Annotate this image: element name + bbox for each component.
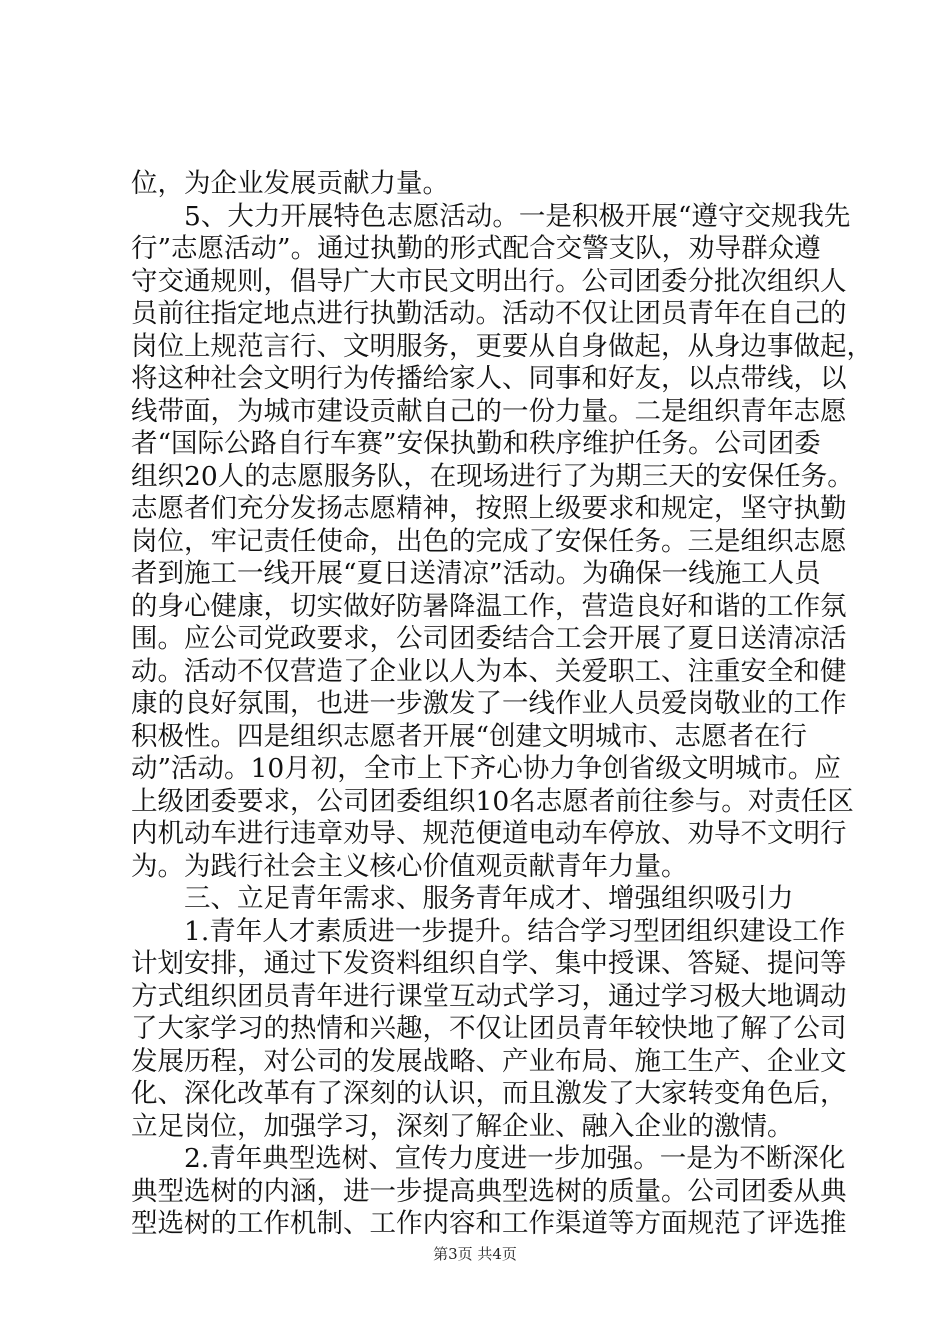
document-body xyxy=(131,168,873,1241)
text-line: 内机动车进行违章劝导、规范便道电动车停放、劝导不文明行 xyxy=(131,818,847,849)
text-line: 位，为企业发展贡献力量。 xyxy=(131,168,449,199)
text-line: 康的良好氛围，也进一步激发了一线作业人员爱岗敬业的工作 xyxy=(131,688,847,719)
text-line: 型选树的工作机制、工作内容和工作渠道等方面规范了评选推 xyxy=(131,1208,847,1239)
text-line: 计划安排，通过下发资料组织自学、集中授课、答疑、提问等 xyxy=(131,948,847,979)
text-line: 为。为践行社会主义核心价值观贡献青年力量。 xyxy=(131,850,688,882)
section-heading: 三、立足青年需求、服务青年成才、增强组织吸引力 xyxy=(184,883,794,914)
text-line: 上级团委要求，公司团委组织10名志愿者前往参与。对责任区 xyxy=(131,785,854,817)
text-line: 2.青年典型选树、宣传力度进一步加强。一是为不断深化 xyxy=(184,1143,846,1174)
text-line: 线带面，为城市建设贡献自己的一份力量。二是组织青年志愿 xyxy=(131,395,847,427)
text-line: 方式组织团员青年进行课堂互动式学习，通过学习极大地调动 xyxy=(131,980,847,1012)
text-line: 将这种社会文明行为传播给家人、同事和好友，以点带线，以 xyxy=(131,363,847,394)
text-line: 动。活动不仅营造了企业以人为本、关爱职工、注重安全和健 xyxy=(131,655,847,687)
text-line: 典型选树的内涵，进一步提高典型选树的质量。公司团委从典 xyxy=(131,1175,847,1207)
text-line: 了大家学习的热情和兴趣，不仅让团员青年较快地了解了公司 xyxy=(131,1013,847,1044)
text-line: 员前往指定地点进行执勤活动。活动不仅让团员青年在自己的 xyxy=(131,298,847,329)
text-line: 积极性。四是组织志愿者开展“创建文明城市、志愿者在行 xyxy=(131,720,808,752)
text-line: 动”活动。10月初，全市上下齐心协力争创省级文明城市。应 xyxy=(131,753,841,784)
text-line: 者到施工一线开展“夏日送清凉”活动。为确保一线施工人员 xyxy=(131,558,821,589)
text-line: 行”志愿活动”。通过执勤的形式配合交警支队，劝导群众遵 xyxy=(131,233,821,264)
text-line: 守交通规则，倡导广大市民文明出行。公司团委分批次组织人 xyxy=(131,265,847,297)
text-line: 化、深化改革有了深刻的认识，而且激发了大家转变角色后， xyxy=(131,1078,847,1109)
text-line: 岗位，牢记责任使命，出色的完成了安保任务。三是组织志愿 xyxy=(131,525,847,557)
text-line: 5、大力开展特色志愿活动。一是积极开展“遵守交规我先 xyxy=(184,200,851,232)
text-line: 发展历程，对公司的发展战略、产业布局、施工生产、企业文 xyxy=(131,1045,847,1077)
text-line: 立足岗位，加强学习，深刻了解企业、融入企业的激情。 xyxy=(131,1110,794,1142)
text-line: 围。应公司党政要求，公司团委结合工会开展了夏日送清凉活 xyxy=(131,623,847,654)
text-line: 志愿者们充分发扬志愿精神，按照上级要求和规定，坚守执勤 xyxy=(131,493,847,524)
text-line: 岗位上规范言行、文明服务，更要从自身做起，从身边事做起， xyxy=(131,330,873,362)
page-number-footer: 第3页 共4页 xyxy=(433,1245,517,1263)
text-line: 组织20人的志愿服务队，在现场进行了为期三天的安保任务。 xyxy=(131,460,854,492)
text-line: 1.青年人才素质进一步提升。结合学习型团组织建设工作 xyxy=(184,915,846,947)
text-line: 者“国际公路自行车赛”安保执勤和秩序维护任务。公司团委 xyxy=(131,428,821,459)
text-line: 的身心健康，切实做好防暑降温工作，营造良好和谐的工作氛 xyxy=(131,590,847,622)
